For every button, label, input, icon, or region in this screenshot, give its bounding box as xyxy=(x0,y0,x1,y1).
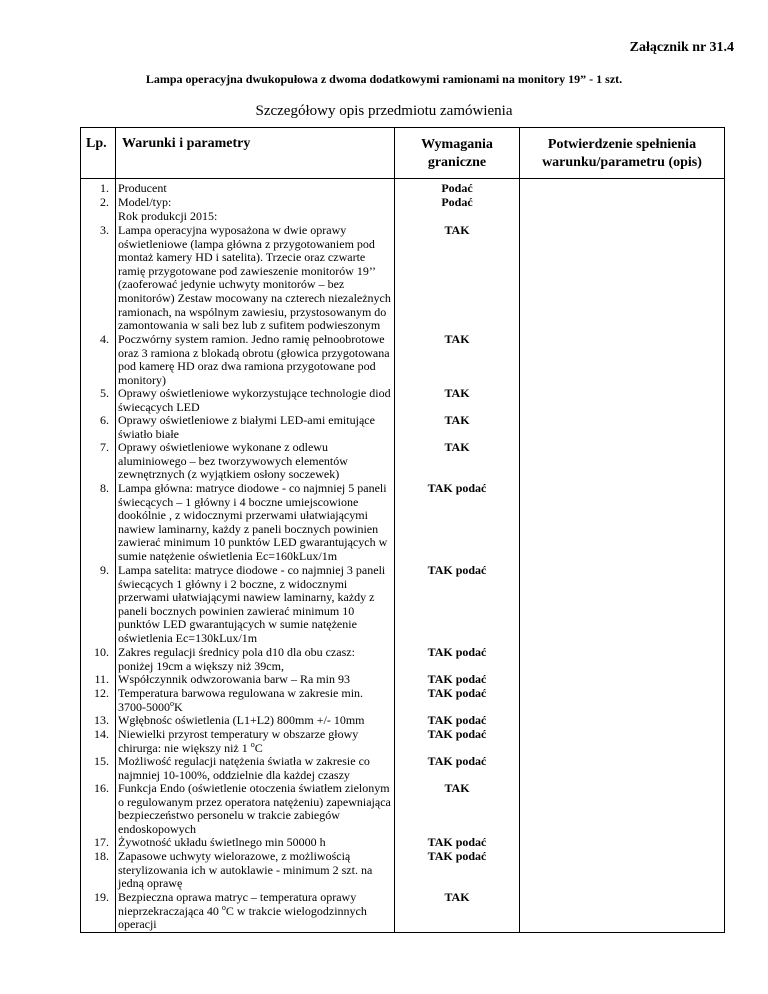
row-number: 14. xyxy=(94,727,109,741)
row-number: 4. xyxy=(100,332,109,346)
row-number xyxy=(84,210,109,224)
row-requirement: TAK podać xyxy=(427,849,487,863)
row-requirement: TAK podać xyxy=(427,672,487,686)
row-requirement: TAK xyxy=(444,332,470,346)
parameter-text: Zapasowe uchwyty wielorazowe, z możliwością sterylizowania ich w autoklawie - minimum 2 szt. na jedną oprawę xyxy=(118,849,373,891)
row-parameter-text xyxy=(118,728,391,755)
row-number: 10. xyxy=(94,645,109,659)
parameter-unit: C w trakcie wielogodzinnych operacji xyxy=(118,903,367,932)
parameter-text: Lampa operacyjna wyposażona w dwie oprawy oświetleniowe (lampa główna z przygotowaniem pod montaż kamery HD i satelita). Trzecie oraz czwarte ramię przygotowane pod zawieszenie monitorów 19’’ (zaoferować jedynie uchwyty monitorów – bez monitorów) Zestaw mocowany na czterech niezależnych ramionach, na wspólnym zawiesiu, przystosowanym do zamontowania w sali bez lub z sufitem podwieszonym xyxy=(118,223,391,333)
row-parameter-text xyxy=(118,441,391,482)
row-requirement xyxy=(398,210,516,224)
row-parameter-text xyxy=(118,836,391,850)
parameter-text: Lampa satelita: matryce diodowe - co najmniej 3 paneli świecących 1 główny i 2 boczne, z widocznymi przerwami ułatwiającymi nawiew laminarny, każdy z paneli bocznych powinien zawierać minimum 10 punktów LED gwarantujących w sumie natężenie oświetlenia Ec=130kLux/1m xyxy=(118,563,386,645)
params-column-cell xyxy=(116,179,395,933)
row-number: 12. xyxy=(94,686,109,700)
row-parameter-text xyxy=(118,755,391,782)
document-title: Lampa operacyjna dwukopułowa z dwoma dodatkowymi ramionami na monitory 19” - 1 szt. xyxy=(145,72,623,86)
table-header-row xyxy=(81,128,725,179)
row-parameter-text xyxy=(118,714,391,728)
parameter-unit: K xyxy=(174,699,183,714)
annex-number: Załącznik nr 31.4 xyxy=(629,40,734,55)
row-number: 13. xyxy=(94,713,109,727)
row-parameter-text xyxy=(118,673,391,687)
row-requirement: TAK xyxy=(444,386,470,400)
col-header-params: Warunki i parametry xyxy=(116,128,395,179)
row-parameter-text xyxy=(118,196,391,210)
row-number: 3. xyxy=(100,223,109,237)
parameter-text: Temperatura barwowa regulowana w zakresie min. 3700-5000 xyxy=(118,686,364,714)
row-parameter-text xyxy=(118,891,391,932)
row-requirement: TAK podać xyxy=(427,727,487,741)
confirmation-column-cell[interactable] xyxy=(520,179,725,933)
col-header-confirmation: Potwierdzenie spełnienia warunku/parametru (opis) xyxy=(520,128,725,179)
parameter-text: Rok produkcji 2015: xyxy=(118,209,218,223)
row-number: 15. xyxy=(94,754,109,768)
parameter-text: Model/typ: xyxy=(118,195,172,209)
col-header-lp: Lp. xyxy=(81,128,116,179)
row-requirement: TAK podać xyxy=(427,713,487,727)
row-parameter-text xyxy=(118,387,391,414)
row-number: 6. xyxy=(100,413,109,427)
row-requirement: TAK xyxy=(444,223,470,237)
lp-column-cell xyxy=(81,179,116,933)
row-parameter-text xyxy=(118,333,391,387)
parameter-text: Oprawy oświetleniowe wykorzystujące technologie diod świecących LED xyxy=(118,386,391,414)
parameter-text: Żywotność układu świetlnego min 50000 h xyxy=(118,835,326,849)
table-body-row xyxy=(81,179,725,933)
parameter-text: Oprawy oświetleniowe z białymi LED-ami emitujące światło białe xyxy=(118,413,375,441)
row-requirement: Podać xyxy=(441,181,473,195)
row-requirement: TAK podać xyxy=(427,835,487,849)
degree-symbol: o xyxy=(170,698,174,708)
row-number: 16. xyxy=(94,781,109,795)
row-parameter-text xyxy=(118,414,391,441)
parameter-text: Producent xyxy=(118,181,167,195)
row-number: 9. xyxy=(100,563,109,577)
row-parameter-text xyxy=(118,224,391,333)
parameter-text: Wgłębnośc oświetlenia (L1+L2) 800mm +/- 10mm xyxy=(118,713,365,727)
row-parameter-text xyxy=(118,850,391,891)
parameter-text: Zakres regulacji średnicy pola d10 dla obu czasz: poniżej 19cm a większy niż 39cm, xyxy=(118,645,355,673)
parameter-text: Możliwość regulacji natężenia światła w zakresie co najmniej 10-100%, oddzielnie dla każdej czaszy xyxy=(118,754,370,782)
row-requirement: TAK podać xyxy=(427,481,487,495)
document-subtitle: Szczegółowy opis przedmiotu zamówienia xyxy=(255,103,513,119)
row-number: 19. xyxy=(94,890,109,904)
degree-symbol: o xyxy=(221,902,226,912)
row-requirement: TAK podać xyxy=(427,645,487,659)
row-requirement: TAK xyxy=(444,890,470,904)
col-header-requirements: Wymagania graniczne xyxy=(395,128,520,179)
row-parameter-text xyxy=(118,646,391,673)
row-number: 8. xyxy=(100,481,109,495)
row-number: 17. xyxy=(94,835,109,849)
parameter-text: Funkcja Endo (oświetlenie otoczenia światłem zielonym o regulowanym przez operatora natężeniu) zapewniająca bezpieczeństwo personelu w trakcie zabiegów endoskopowych xyxy=(118,781,391,836)
row-parameter-text xyxy=(118,782,391,836)
parameter-text: Poczwórny system ramion. Jedno ramię pełnoobrotowe oraz 3 ramiona z blokadą obrotu (głowica przygotowana pod kamerę HD oraz dwa ramiona przygotowane pod monitory) xyxy=(118,332,390,387)
row-requirement: TAK xyxy=(444,781,470,795)
row-number: 11. xyxy=(94,672,109,686)
row-parameter-text xyxy=(118,687,391,714)
row-requirement: TAK podać xyxy=(427,686,487,700)
row-number: 1. xyxy=(100,181,109,195)
parameter-text: Niewielki przyrost temperatury w obszarze głowy chirurga: nie większy niż 1 xyxy=(118,727,359,755)
row-parameter-text xyxy=(118,482,391,564)
row-number: 5. xyxy=(100,386,109,400)
row-requirement: TAK podać xyxy=(427,754,487,768)
row-parameter-text xyxy=(118,564,391,646)
requirements-table xyxy=(80,127,725,933)
parameter-text: Bezpieczna oprawa matryc – temperatura oprawy nieprzekraczająca 40 xyxy=(118,890,357,918)
row-parameter-text xyxy=(118,182,391,196)
row-requirement: Podać xyxy=(441,195,473,209)
row-parameter-text xyxy=(118,210,391,224)
row-requirement: TAK podać xyxy=(427,563,487,577)
row-number: 7. xyxy=(100,440,109,454)
requirements-column-cell xyxy=(395,179,520,933)
row-requirement: TAK xyxy=(444,440,470,454)
parameter-text: Współczynnik odwzorowania barw – Ra min 93 xyxy=(118,672,350,686)
parameter-text: Lampa główna: matryce diodowe - co najmniej 5 paneli świecących – 1 główny i 4 boczne umiejscowione dookólnie , z widocznymi przerwami ułatwiającymi nawiew laminarny, każdy z paneli bocznych powinien zawierać minimum 10 punktów LED gwarantujących w sumie natężenie oświetlenia Ec=160kLux/1m xyxy=(118,481,388,563)
degree-symbol: o xyxy=(250,739,255,749)
parameter-unit: C xyxy=(254,740,263,755)
row-requirement: TAK xyxy=(444,413,470,427)
row-number: 18. xyxy=(94,849,109,863)
row-number: 2. xyxy=(100,195,109,209)
parameter-text: Oprawy oświetleniowe wykonane z odlewu aluminiowego – bez tworzywowych elementów zewnętrznych (z wyjątkiem osłony soczewek) xyxy=(118,440,348,482)
